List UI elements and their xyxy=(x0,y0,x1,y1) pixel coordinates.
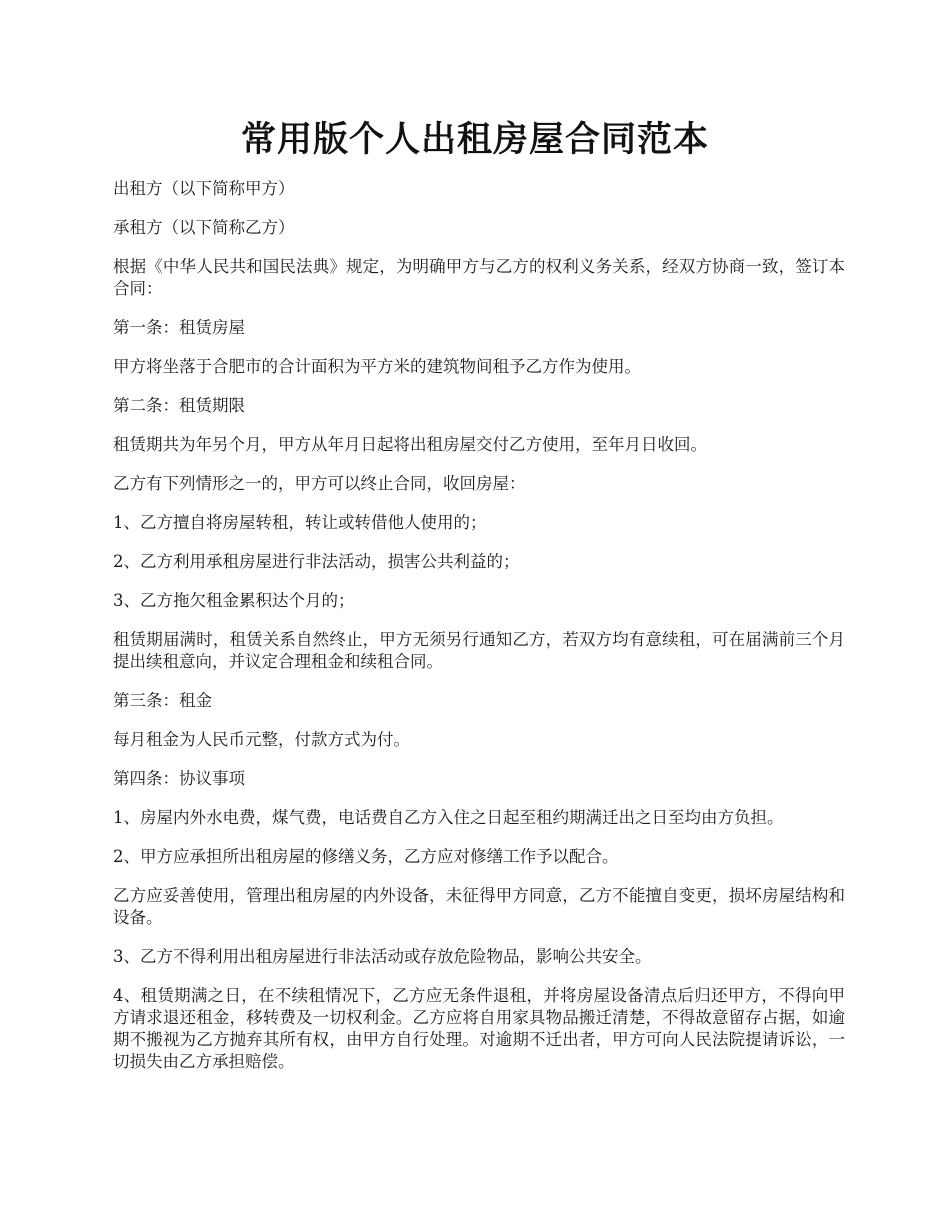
article-3-heading: 第三条：租金 xyxy=(113,691,212,710)
termination-item-1: 1、乙方擅自将房屋转租，转让或转借他人使用的； xyxy=(113,513,487,532)
lease-expiry-paragraph: 租赁期届满时，租赁关系自然终止，甲方无须另行通知乙方，若双方均有意续租，可在届满前三个月提出续租意向，并议定合理租金和续租合同。 xyxy=(113,630,845,671)
article-2-heading: 第二条：租赁期限 xyxy=(113,396,245,415)
article-4-heading: 第四条：协议事项 xyxy=(113,769,245,788)
agreement-item-1: 1、房屋内外水电费，煤气费，电话费自乙方入住之日起至租约期满迁出之日至均由方负担。 xyxy=(113,808,784,827)
termination-item-3: 3、乙方拖欠租金累积达个月的； xyxy=(113,591,355,610)
agreement-item-4: 4、租赁期满之日，在不续租情况下，乙方应无条件退租，并将房屋设备清点后归还甲方，不得向甲方请求退还租金，移转费及一切权利金。乙方应将自用家具物品搬迁清楚，不得故意留存占据，如逾期不搬视为乙方抛弃其所有权，由甲方自行处理。对逾期不迁出者，甲方可向人民法院提请诉讼，一切损失由乙方承担赔偿。 xyxy=(113,986,845,1071)
document-title: 常用版个人出租房屋合同范本 xyxy=(240,119,709,160)
equipment-care-paragraph: 乙方应妥善使用，管理出租房屋的内外设备，未征得甲方同意，乙方不能擅自变更，损坏房屋结构和设备。 xyxy=(113,886,845,927)
agreement-item-2: 2、甲方应承担所出租房屋的修缮义务，乙方应对修缮工作予以配合。 xyxy=(113,847,619,866)
preamble-paragraph: 根据《中华人民共和国民法典》规定，为明确甲方与乙方的权利义务关系，经双方协商一致，签订本合同： xyxy=(113,257,845,298)
party-a-line: 出租方（以下简称甲方） xyxy=(113,179,295,198)
article-1-paragraph: 甲方将坐落于合肥市的合计面积为平方米的建筑物间租予乙方作为使用。 xyxy=(113,357,641,376)
article-2-paragraph: 租赁期共为年另个月，甲方从年月日起将出租房屋交付乙方使用，至年月日收回。 xyxy=(113,435,707,454)
document-body xyxy=(113,178,845,1090)
article-3-paragraph: 每月租金为人民币元整，付款方式为付。 xyxy=(113,730,410,749)
termination-intro-paragraph: 乙方有下列情形之一的，甲方可以终止合同，收回房屋： xyxy=(113,474,526,493)
termination-item-2: 2、乙方利用承租房屋进行非法活动，损害公共利益的； xyxy=(113,552,520,571)
party-b-line: 承租方（以下简称乙方） xyxy=(113,218,295,237)
article-1-heading: 第一条：租赁房屋 xyxy=(113,318,245,337)
agreement-item-3: 3、乙方不得利用出租房屋进行非法活动或存放危险物品，影响公共安全。 xyxy=(113,947,652,966)
